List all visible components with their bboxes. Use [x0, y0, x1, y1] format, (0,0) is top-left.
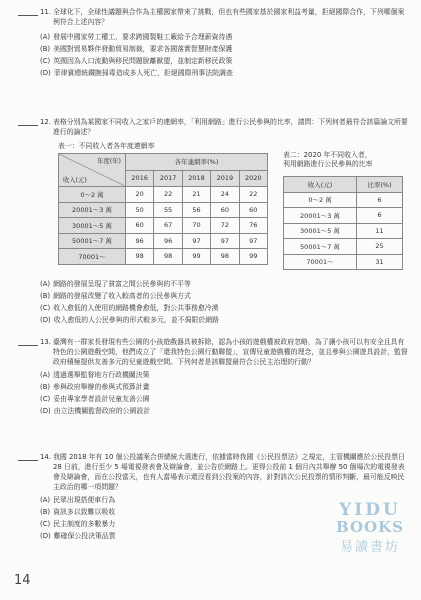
table1-caption: 表一：不同收入者各年度連網率 — [58, 142, 155, 150]
option-d[interactable]: (D) 收入愈低的人公民參與的形式較多元，並不侷限於網路 — [40, 316, 220, 324]
answer-blank[interactable] — [18, 7, 38, 16]
table2-caption: 表二：2020 年不同收入者， 利用網路進行公民參與的比率 — [283, 151, 373, 168]
option-c[interactable]: (C) 收入愈低的人使用的網路機會愈低，對公共事務愈冷漠 — [40, 304, 219, 312]
question-stem: 表格分別為某國家不同收入之家戶的連網率，「利用網路」進行公民參與的比率，請問：下列何者最符合該篇論文所要進行的論述？ — [52, 118, 408, 136]
question-13 — [18, 337, 410, 417]
answer-blank[interactable] — [18, 337, 38, 346]
question-stem: 臺灣有一群家長發現有些公園的小孩遊戲器具被拆除，認為小孩的遊戲權被政府忽略，為了讓小孩可以有安全且具有特色的公園遊戲空間，他們成立了「還我特色公園行動聯盟」，宣傳兒童遊戲權的理念，並且參與公園遊具設計，監督政府積極提供友善多元的兒童遊戲空間。下列何者是該聯盟最符合公民主治理的行動？ — [52, 338, 408, 366]
question-stem: 我國 2018 年有 10 個公投議案合併總統大選進行，依據當時我國《公民投票法》之規定，主管機關應於公民投票日 28 日前，進行至少 5 場電視發表會及辯論會，並公告於網路上。更得公投前 1 個月內共舉辦 50 個場次的電視發表會及辯論會，而在公投當天，也有人當場表示還沒看到公投案的內容，針對該次公民投票的情形判斷，最可能反映民主政治的哪一項問題？ — [52, 453, 405, 491]
options-list — [40, 31, 410, 79]
table-row: 50001～7 萬 96 96 97 97 97 — [59, 233, 268, 249]
option-d[interactable]: (D) 菲律賓總統鐵腕掃毒造成多人死亡，拒絕國際刑事法院調查 — [40, 69, 233, 77]
options-list — [40, 278, 410, 326]
question-number: 11. — [40, 8, 51, 16]
option-a[interactable]: (A) 透過選舉監督地方行政機關決策 — [40, 371, 150, 379]
year-header: 2020 — [239, 170, 267, 187]
page-number: 14 — [14, 573, 31, 588]
table-row: 20001～3 萬 50 55 56 60 60 — [59, 202, 268, 218]
question-number: 14. — [40, 453, 51, 461]
option-c[interactable]: (C) 英國因為人口流動與移民問題脫離歐盟，並制定新移民政策 — [40, 57, 233, 65]
option-a[interactable]: (A) 發展中國家勞工權工，要求跨國製鞋工廠給予合理薪資待遇 — [40, 33, 233, 41]
table-row: 20001～3 萬 6 — [284, 208, 403, 224]
option-c[interactable]: (C) 妥由專家學者設計兒童友善公園 — [40, 395, 150, 403]
question-11 — [18, 7, 410, 79]
year-header: 2019 — [211, 170, 239, 187]
option-d[interactable]: (D) 難確保公投決策品質 — [40, 532, 116, 540]
option-b[interactable]: (B) 美國對貿易夥伴發動貿易制裁，要求各國落實智慧財產保護 — [40, 45, 233, 53]
table-row: 50001～7 萬 25 — [284, 239, 403, 255]
option-c[interactable]: (C) 民主制度的多數暴力 — [40, 520, 116, 528]
question-stem: 全球化下，全球性議題與合作為主權國家帶來了挑戰，但也有些國家基於國家利益考量，拒絕國際合作，下列哪個案例符合上述內容？ — [52, 8, 405, 26]
question-12 — [18, 117, 410, 137]
table-row: 30001～5 萬 60 67 70 72 76 — [59, 218, 268, 234]
options-list — [40, 369, 410, 417]
table1-connection-rates — [58, 153, 268, 265]
option-d[interactable]: (D) 由立法機關監督政府的公園設計 — [40, 407, 151, 415]
question-12-options — [18, 278, 410, 326]
year-header: 2018 — [182, 170, 210, 187]
answer-blank[interactable] — [18, 452, 38, 461]
table2-participation-rates: 收入(元) 比率(%) 0～2 萬 6 20001～3 萬 6 30001～5 萬 11 50001～7 萬 25 70001～ 31 — [283, 176, 403, 270]
answer-blank[interactable] — [18, 117, 38, 126]
table-row: 30001～5 萬 11 — [284, 223, 403, 239]
question-number: 13. — [40, 338, 51, 346]
question-number: 12. — [40, 118, 51, 126]
year-header: 2017 — [154, 170, 182, 187]
option-b[interactable]: (B) 網路的發展改變了收入較高者的公民參與方式 — [40, 292, 191, 300]
option-b[interactable]: (B) 參與政府舉辦的參與式預算計畫 — [40, 383, 150, 391]
option-b[interactable]: (B) 資訊多以致難以吸收 — [40, 508, 116, 516]
table-row: 0～2 萬 6 — [284, 192, 403, 208]
table-row: 0～2 萬 20 22 21 24 22 — [59, 187, 268, 203]
publisher-watermark: YIDU BOOKS 易讀書坊 — [336, 500, 404, 555]
option-a[interactable]: (A) 網路的發展呈現了貧富之間公民參與的不平等 — [40, 280, 191, 288]
option-a[interactable]: (A) 民眾出現搭便車行為 — [40, 496, 116, 504]
year-header: 2016 — [126, 170, 154, 187]
table-diagonal-header: 年度(年) 收入(元) — [59, 154, 126, 187]
table-row: 70001～ 98 98 99 98 99 — [59, 249, 268, 265]
table-row: 70001～ 31 — [284, 254, 403, 270]
header-rate: 各年連網率(%) — [126, 154, 268, 171]
